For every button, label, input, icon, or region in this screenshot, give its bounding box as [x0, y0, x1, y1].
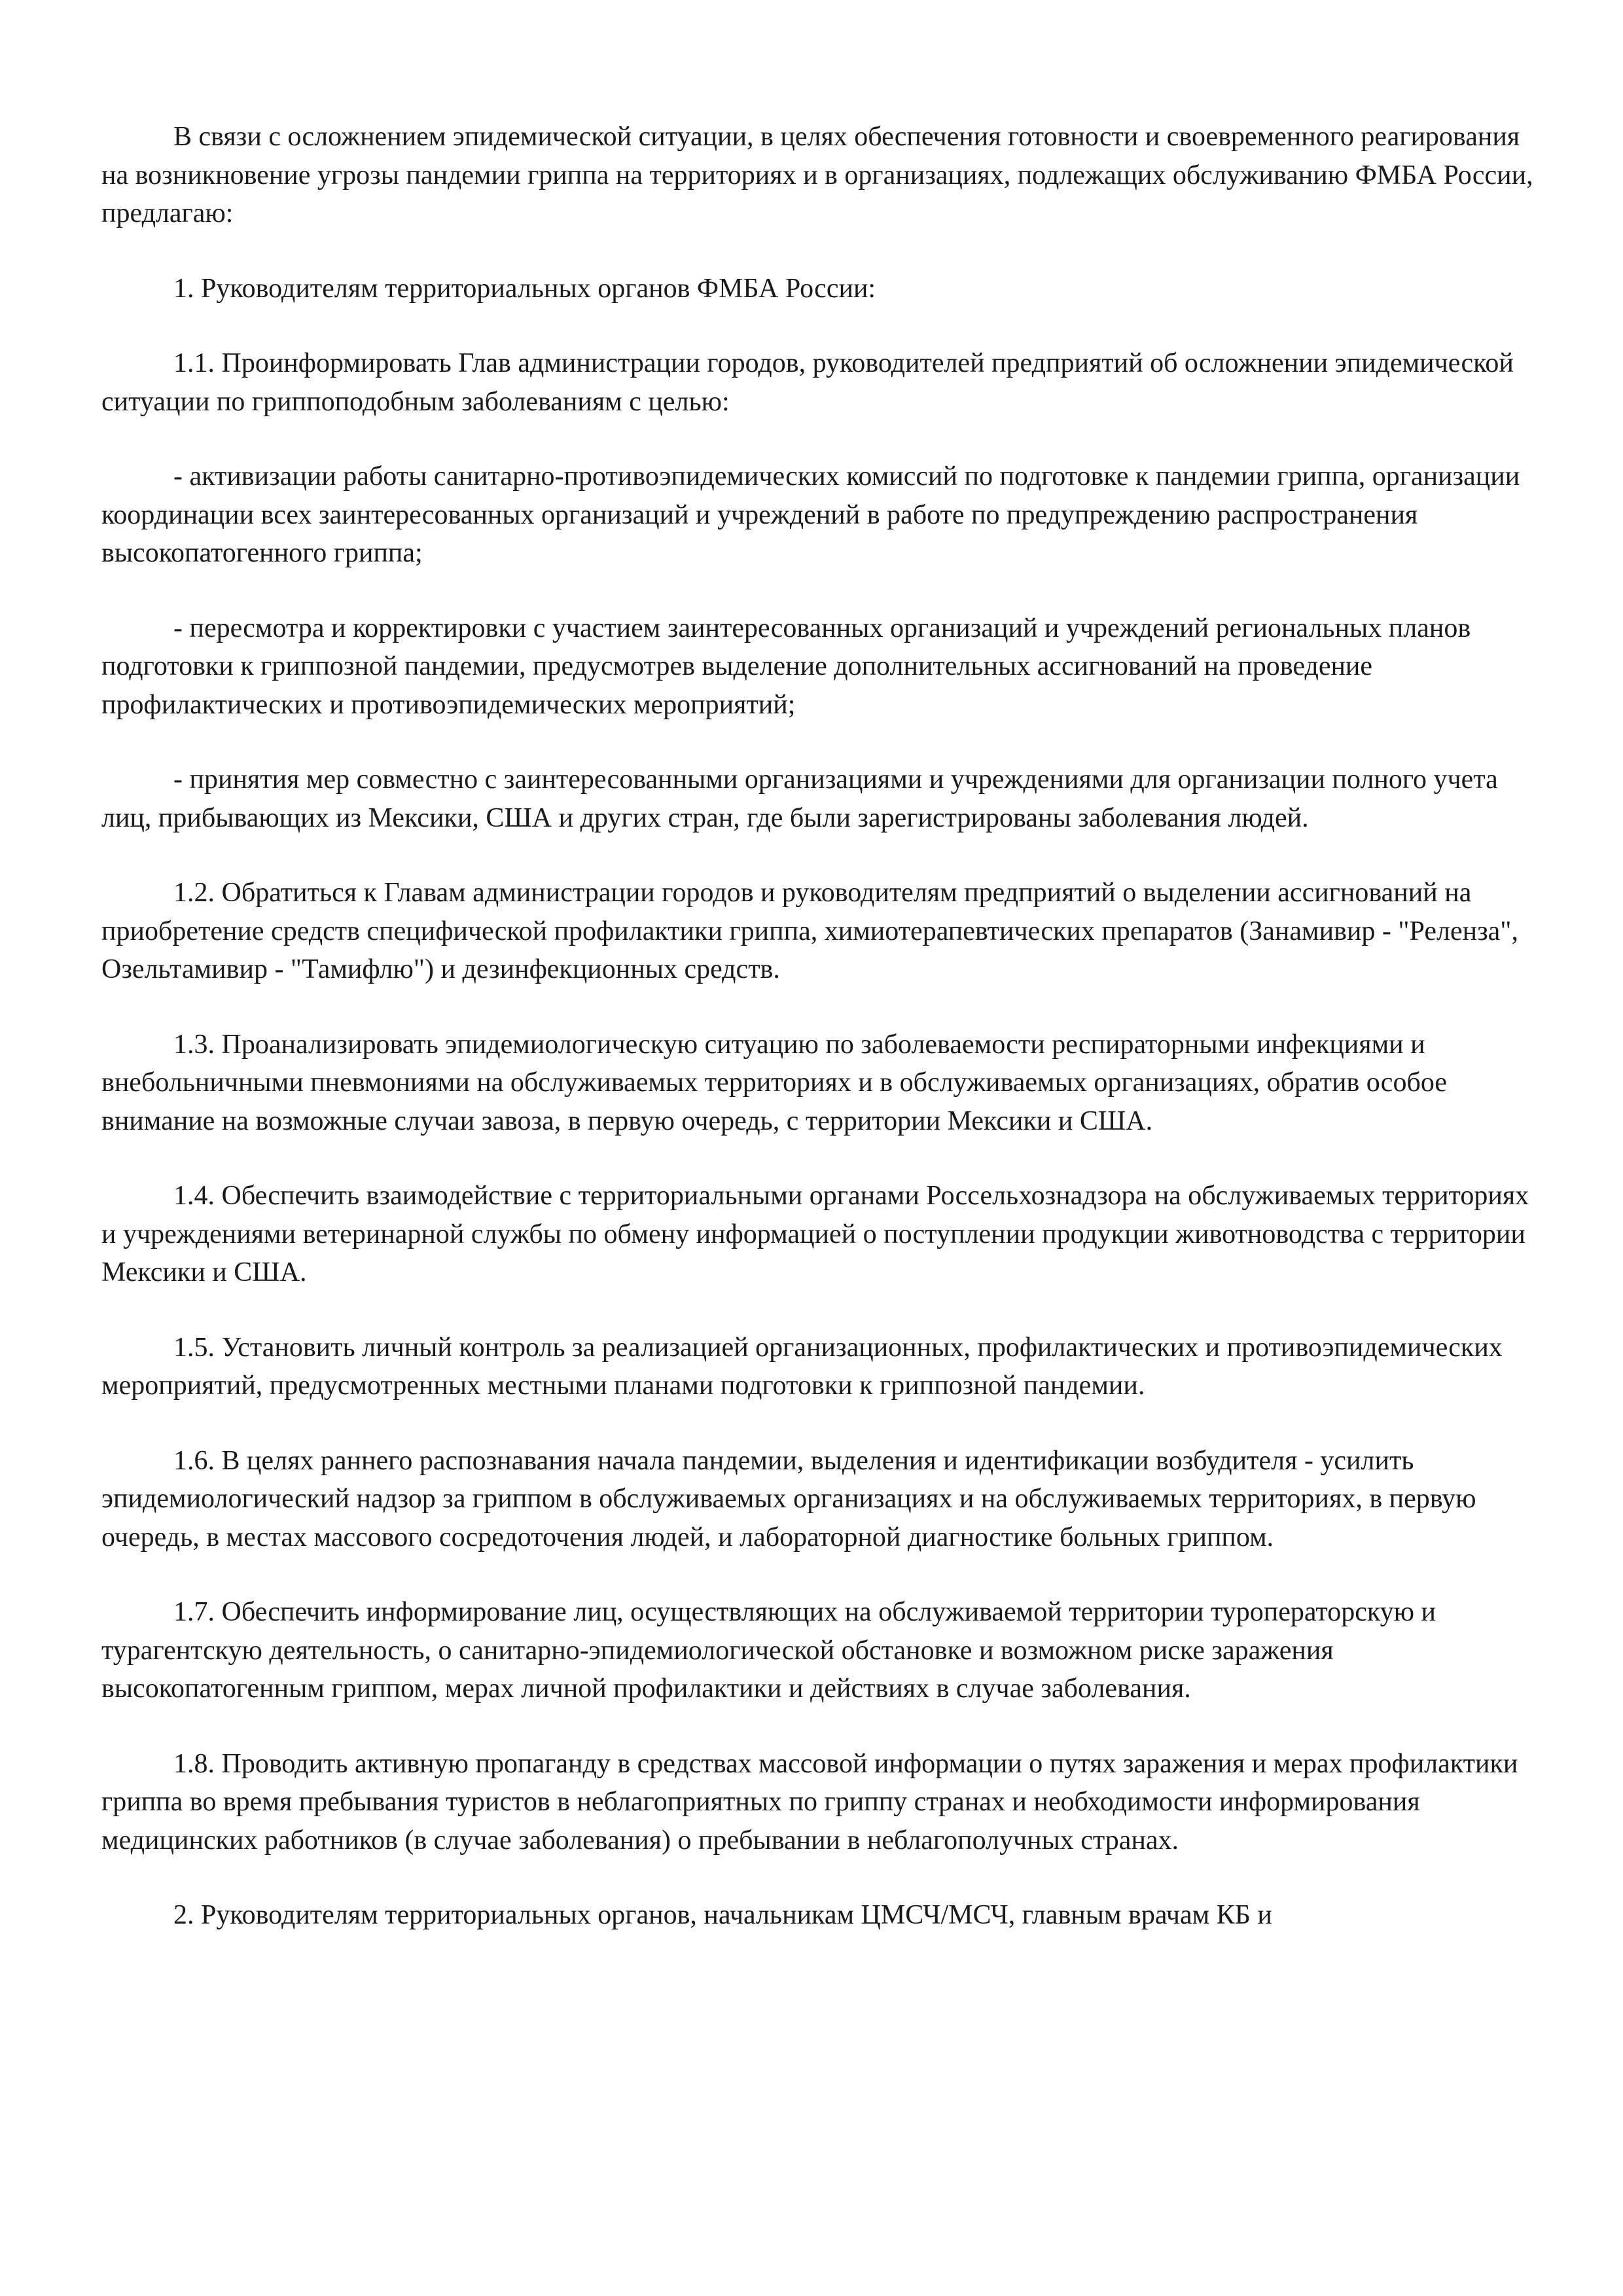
item-1-5-paragraph: 1.5. Установить личный контроль за реализацией организационных, профилактических и противоэпидемических мероприятий, предусмотренных местными планами подготовки к гриппозной пандемии. [101, 1332, 1503, 1401]
item-2-paragraph: 2. Руководителям территориальных органов, начальникам ЦМСЧ/МСЧ, главным врачам КБ и [173, 1900, 1272, 1930]
item-1-6-paragraph: 1.6. В целях раннего распознавания начала пандемии, выделения и идентификации возбудителя - усилить эпидемиологический надзор за гриппом в обслуживаемых организациях и на обслуживаемых территориях, в первую очередь, в местах массового сосредоточения людей, и лабораторной диагностике больных гриппом. [101, 1445, 1476, 1552]
intro-paragraph: В связи с осложнением эпидемической ситуации, в целях обеспечения готовности и своевременного реагирования на возникновение угрозы пандемии гриппа на территориях и в организациях, подлежащих обслуживанию ФМБА России, предлагаю: [101, 122, 1533, 228]
item-1-1-paragraph: 1.1. Проинформировать Глав администрации городов, руководителей предприятий об осложнении эпидемической ситуации по гриппоподобным заболеваниям с целью: [101, 348, 1514, 417]
document-body [101, 118, 1535, 1971]
item-1-1-bullet-measures: - принятия мер совместно с заинтересованными организациями и учреждениями для организации полного учета лиц, прибывающих из Мексики, США и других стран, где были зарегистрированы заболевания людей. [101, 764, 1498, 833]
item-1-1-bullet-revision: - пересмотра и корректировки с участием заинтересованных организаций и учреждений региональных планов подготовки к гриппозной пандемии, предусмотрев выделение дополнительных ассигнований на проведение профилактических и противоэпидемических мероприятий; [101, 613, 1471, 720]
item-1-heading: 1. Руководителям территориальных органов ФМБА России: [173, 273, 876, 304]
item-1-4-paragraph: 1.4. Обеспечить взаимодействие с территориальными органами Россельхознадзора на обслуживаемых территориях и учреждениями ветеринарной службы по обмену информацией о поступлении продукции животноводства с территории Мексики и США. [101, 1181, 1529, 1287]
item-1-1-bullet-activation: - активизации работы санитарно-противоэпидемических комиссий по подготовке к пандемии гриппа, организации координации всех заинтересованных организаций и учреждений в работе по предупреждению распространения высокопатогенного гриппа; [101, 461, 1520, 568]
item-1-2-paragraph: 1.2. Обратиться к Главам администрации городов и руководителям предприятий о выделении ассигнований на приобретение средств специфической профилактики гриппа, химиотерапевтических препаратов (Занамивир - "Реленза", Озельтамивир - "Тамифлю") и дезинфекционных средств. [101, 878, 1518, 984]
item-1-8-paragraph: 1.8. Проводить активную пропаганду в средствах массовой информации о путях заражения и мерах профилактики гриппа во время пребывания туристов в неблагоприятных по гриппу странах и необходимости информирования медицинских работников (в случае заболевания) о пребывании в неблагополучных странах. [101, 1748, 1518, 1856]
item-1-3-paragraph: 1.3. Проанализировать эпидемиологическую ситуацию по заболеваемости респираторными инфекциями и внебольничными пневмониями на обслуживаемых территориях и в обслуживаемых организациях, обратив особое внимание на возможные случаи завоза, в первую очередь, с территории Мексики и США. [101, 1029, 1447, 1136]
item-1-7-paragraph: 1.7. Обеспечить информирование лиц, осуществляющих на обслуживаемой территории туроператорскую и турагентскую деятельность, о санитарно-эпидемиологической обстановке и возможном риске заражения высокопатогенным гриппом, мерах личной профилактики и действиях в случае заболевания. [101, 1597, 1436, 1704]
